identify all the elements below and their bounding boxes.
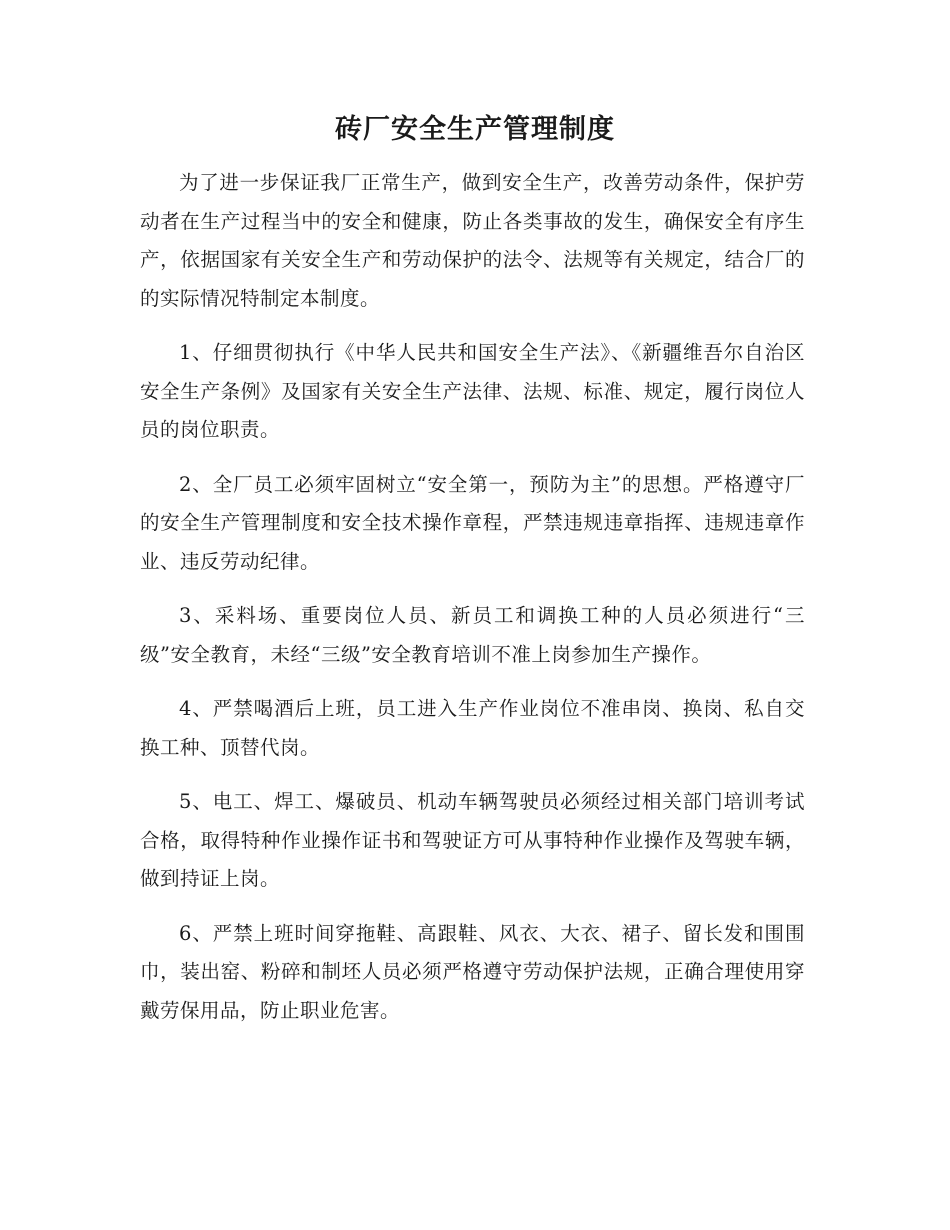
document-title: 砖厂安全生产管理制度 <box>335 114 615 145</box>
paragraph-rule-3: 3、采料场、重要岗位人员、新员工和调换工种的人员必须进行“三级”安全教育，未经“三级”安全教育培训不准上岗参加生产操作。 <box>140 604 805 666</box>
paragraph-rule-2: 2、全厂员工必须牢固树立“安全第一，预防为主”的思想。严格遵守厂的安全生产管理制度和安全技术操作章程，严禁违规违章指挥、违规违章作业、违反劳动纪律。 <box>140 472 805 573</box>
paragraph-rule-1: 1、仔细贯彻执行《中华人民共和国安全生产法》、《新疆维吾尔自治区安全生产条例》及国家有关安全生产法律、法规、标准、规定，履行岗位人员的岗位职责。 <box>140 341 805 441</box>
paragraph-rule-6: 6、严禁上班时间穿拖鞋、高跟鞋、风衣、大衣、裙子、留长发和围围巾，装出窑、粉碎和制坯人员必须严格遵守劳动保护法规，正确合理使用穿戴劳保用品，防止职业危害。 <box>140 921 805 1022</box>
paragraph-rule-4: 4、严禁喝酒后上班，员工进入生产作业岗位不准串岗、换岗、私自交换工种、顶替代岗。 <box>140 697 805 759</box>
paragraph-intro: 为了进一步保证我厂正常生产，做到安全生产，改善劳动条件，保护劳动者在生产过程当中的安全和健康，防止各类事故的发生，确保安全有序生产，依据国家有关安全生产和劳动保护的法令、法规等有关规定，结合厂的的实际情况特制定本制度。 <box>140 171 805 310</box>
document-body <box>140 164 805 1046</box>
paragraph-rule-5: 5、电工、焊工、爆破员、机动车辆驾驶员必须经过相关部门培训考试合格，取得特种作业操作证书和驾驶证方可从事特种作业操作及驾驶车辆，做到持证上岗。 <box>140 790 805 890</box>
